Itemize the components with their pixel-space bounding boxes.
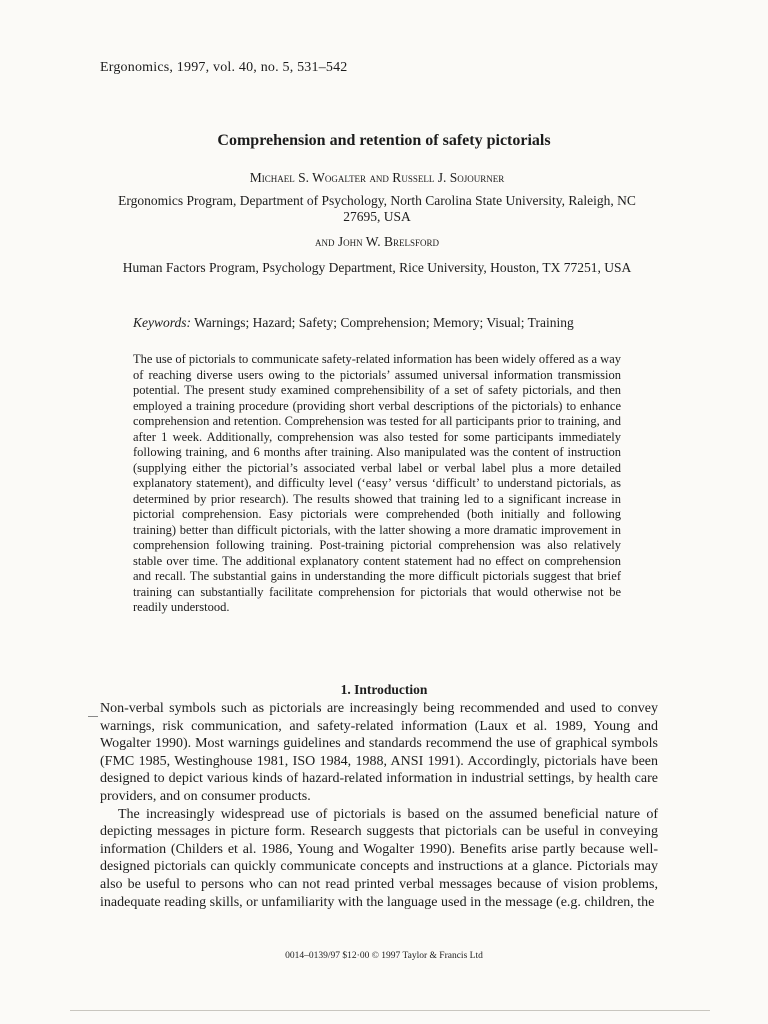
abstract: The use of pictorials to communicate safety-related information has been widely offered as a way of reaching diverse users owing to the pictorials’ assumed universal information transmission potential. The present study examined comprehensibility of a set of safety pictorials, and then employed a training procedure (providing short verbal descriptions of the pictorials) to enhance comprehension and retention. Comprehension was tested for all participants prior to training, and after 1 week. Additionally, comprehension was also tested for some participants immediately following training, and 6 months after training. Also manipulated was the content of instruction (supplying either the pictorial’s associated verbal label or verbal label plus a more detailed explanatory statement), and difficulty level (‘easy’ versus ‘difficult’ to understand pictorials, as determined by prior research). The results showed that training led to a significant increase in pictorial comprehension. Easy pictorials were comprehended (both initially and following training) better than difficult pictorials, with the latter showing a more dramatic improvement in comprehension following training. Post-training pictorial comprehension was also relatively stable over time. The additional explanatory content statement had no effect on comprehension and recall. The substantial gains in understanding the more difficult pictorials suggest that brief training can substantially facilitate comprehension for pictorials that would otherwise not be readily understood. bbox=[133, 352, 621, 614]
authors-line-1: Michael S. Wogalter and Russell J. Sojourner bbox=[249, 170, 505, 185]
keywords-label: Keywords: bbox=[133, 315, 191, 330]
affiliation-1: Ergonomics Program, Department of Psychology, North Carolina State University, Raleigh, NC 27695, USA bbox=[118, 193, 636, 224]
keywords-line bbox=[133, 315, 574, 331]
bottom-rule bbox=[70, 1010, 710, 1011]
margin-mark bbox=[88, 716, 98, 717]
keywords-list: Warnings; Hazard; Safety; Comprehension; Memory; Visual; Training bbox=[194, 315, 574, 330]
affiliation-2: Human Factors Program, Psychology Department, Rice University, Houston, TX 77251, USA bbox=[122, 260, 632, 275]
paragraph: The increasingly widespread use of pictorials is based on the assumed beneficial nature of depicting messages in picture form. Research suggests that pictorials can be useful in conveying information (Childers et al. 1986, Young and Wogalter 1990). Benefits arise partly because well-designed pictorials can quickly communicate concepts and instructions at a glance. Pictorials may also be useful to persons who can not read printed verbal messages because of vision problems, inadequate reading skills, or unfamiliarity with the language used in the message (e.g. children, the bbox=[100, 806, 658, 910]
paragraph: Non-verbal symbols such as pictorials are increasingly being recommended and used to convey warnings, risk communication, and safety-related information (Laux et al. 1989, Young and Wogalter 1990). Most warnings guidelines and standards recommend the use of graphical symbols (FMC 1985, Westinghouse 1981, ISO 1984, 1988, ANSI 1991). Accordingly, pictorials have been designed to depict various kinds of hazard-related information in industrial settings, by health care providers, and on consumer products. bbox=[100, 701, 658, 804]
body-text bbox=[100, 700, 658, 911]
authors-line-2: and John W. Brelsford bbox=[314, 234, 440, 249]
section-heading-introduction: 1. Introduction bbox=[340, 682, 428, 697]
running-head: Ergonomics, 1997, vol. 40, no. 5, 531–542 bbox=[100, 60, 348, 75]
article-title: Comprehension and retention of safety pictorials bbox=[217, 132, 551, 149]
copyright-footer: 0014–0139/97 $12·00 © 1997 Taylor & Francis Ltd bbox=[285, 951, 483, 961]
